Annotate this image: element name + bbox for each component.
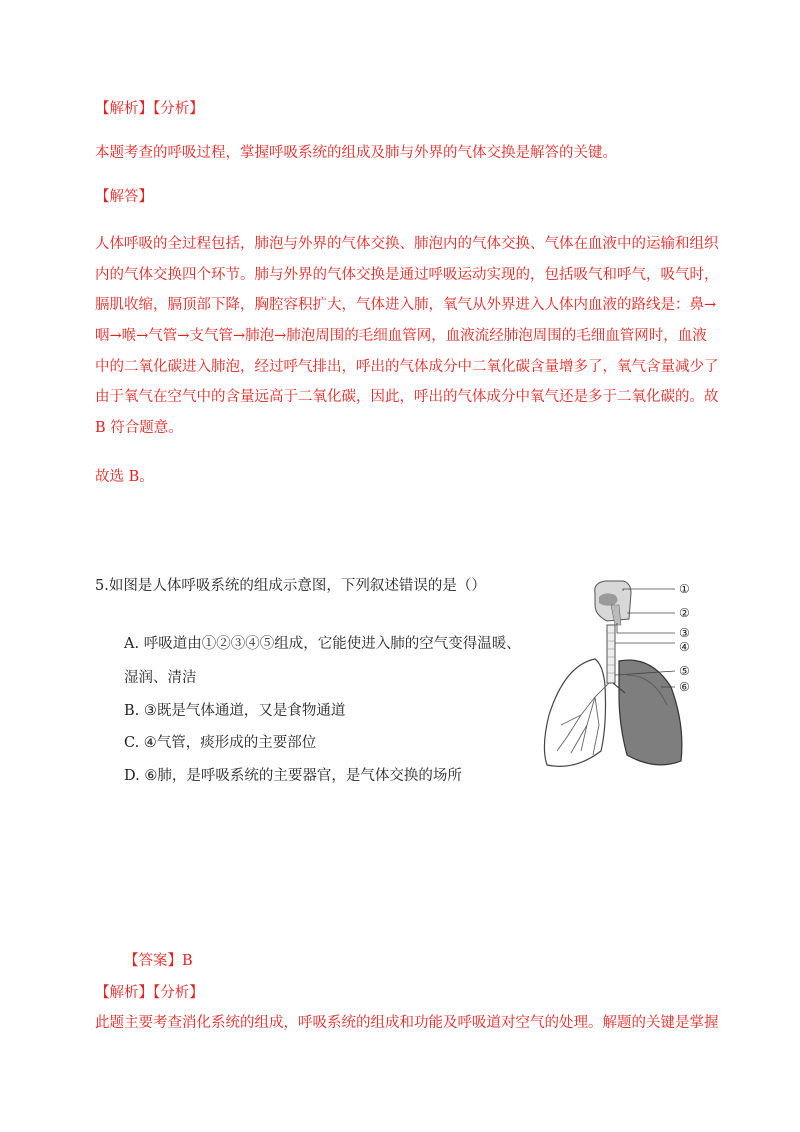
head-outline	[595, 581, 631, 625]
answer-line: B 符合题意。	[95, 420, 183, 437]
right-lung	[613, 660, 682, 765]
trachea	[607, 625, 615, 683]
respiratory-system-diagram	[535, 575, 715, 785]
answer-line: 人体呼吸的全过程包括，肺泡与外界的气体交换、肺泡内的气体交换、气体在血液中的运输和组织	[95, 236, 719, 252]
question-stem: 5.如图是人体呼吸系统的组成示意图，下列叙述错误的是（）	[95, 578, 486, 594]
conclusion: 故选 B。	[95, 469, 154, 485]
option-c: C. ④气管，痰形成的主要部位	[124, 735, 317, 751]
analysis-tag-2: 【解析】【分析】	[95, 985, 204, 1001]
answer-line: 咽→喉→气管→支气管→肺泡→肺泡周围的毛细血管网，血液流经肺泡周围的毛细血管网时，血液	[95, 328, 707, 345]
answer-line: 内的气体交换四个环节。肺与外界的气体交换是通过呼吸运动实现的，包括吸气和呼气，吸气时，	[95, 266, 719, 283]
label-4: ④	[679, 640, 690, 654]
figure-labels	[679, 582, 690, 694]
answer-line: 中的二氧化碳进入肺泡，经过呼气排出，呼出的气体成分中二氧化碳含量增多了，氧气含量减少了	[95, 358, 719, 375]
label-2: ②	[679, 606, 690, 620]
label-3: ③	[679, 626, 690, 640]
option-a: A. 呼吸道由①②③④⑤组成，它能使进入肺的空气变得温暖、	[124, 636, 521, 652]
label-6: ⑥	[679, 680, 690, 694]
analysis-tag: 【解析】【分析】	[95, 101, 204, 117]
answer-explanation	[95, 229, 719, 444]
analysis-text-2: 此题主要考查消化系统的组成，呼吸系统的组成和功能及呼吸道对空气的处理。解题的关键是掌握	[95, 1015, 719, 1031]
answer-line: 由于氧气在空气中的含量远高于二氧化碳，因此，呼出的气体成分中氧气还是多于二氧化碳的。故	[95, 389, 719, 406]
left-lung	[544, 659, 609, 766]
answer-line: 膈肌收缩，膈顶部下降，胸腔容积扩大，气体进入肺，氧气从外界进入人体内血液的路线是：鼻→	[95, 297, 717, 314]
option-a-continued: 湿润、清洁	[124, 670, 197, 686]
answer-tag: 【解答】	[95, 189, 153, 205]
answer-line: 【答案】B	[124, 953, 193, 969]
label-1: ①	[679, 582, 690, 596]
analysis-text: 本题考查的呼吸过程，掌握呼吸系统的组成及肺与外界的气体交换是解答的关键。	[95, 145, 617, 161]
option-d: D. ⑥肺，是呼吸系统的主要器官，是气体交换的场所	[124, 768, 462, 784]
label-5: ⑤	[679, 664, 690, 678]
option-b: B. ③既是气体通道，又是食物通道	[124, 703, 346, 719]
